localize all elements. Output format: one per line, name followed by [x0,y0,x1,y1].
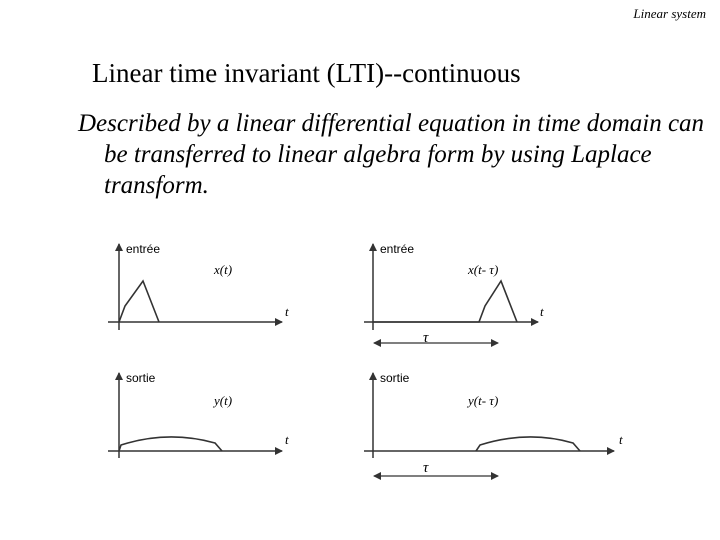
output-delay-label: τ [423,460,429,476]
input-plot [108,242,289,330]
y-t-label: y(t) [214,393,233,408]
x-t-shifted-label: x(t- τ) [468,262,499,277]
shifted-input-pulse [373,281,517,322]
y-t-shifted-label: y(t- τ) [468,393,499,408]
input-t-label: t [285,304,289,319]
shifted-output-axis-label: sortie [380,371,410,385]
output-t-label: t [285,432,289,447]
slide-body-text: Described by a linear differential equation in time domain can be transferred to linear algebra form by using Laplace transform. [78,110,705,199]
shifted-output-response-curve [476,437,580,451]
shifted-input-t-label: t [540,304,544,319]
shifted-input-plot [364,242,544,346]
slide-header: Linear system [633,6,706,21]
slide-title: Linear time invariant (LTI)--continuous [92,58,521,88]
output-axis-label: sortie [126,371,156,385]
input-axis-label: entrée [126,242,161,256]
input-pulse [119,281,159,322]
shifted-input-axis-label: entrée [380,242,415,256]
output-plot [108,371,289,458]
x-t-label: x(t) [214,262,233,277]
output-response-curve [119,437,222,451]
shifted-output-plot [364,371,623,476]
input-delay-label: τ [423,330,429,346]
shifted-output-t-label: t [619,432,623,447]
